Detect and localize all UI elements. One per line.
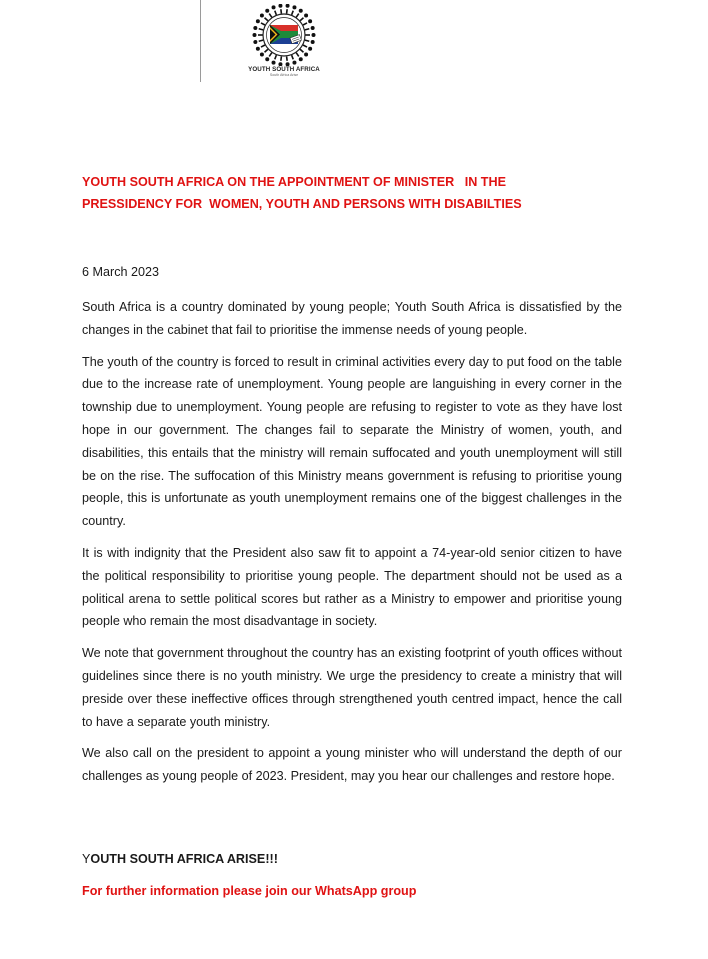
logo-figure-body — [287, 56, 288, 60]
paragraph: We note that government throughout the country has an existing footprint of youth offices without guidelines since there is no youth ministry. We urge the presidency to create a ministry that will preside over these ineffective offices through strengthened youth centred impact, hence the call to have a separate youth ministry. — [82, 646, 622, 729]
logo-figure-head — [260, 53, 264, 57]
logo-figure-body — [259, 40, 263, 41]
logo-figure-head — [265, 9, 269, 13]
logo-figure-body — [259, 29, 263, 30]
logo-figure-head — [253, 40, 257, 44]
logo-figure-head — [253, 33, 257, 37]
logo-figure-body — [292, 55, 294, 59]
logo-figure-head — [286, 4, 290, 8]
logo-figure-body — [296, 14, 299, 18]
logo-tagline: South Africa Arise — [269, 73, 299, 77]
logo-figure-head — [272, 5, 276, 9]
paragraph: We also call on the president to appoint a young minister who will understand the depth of our challenges as young people of 2023. President, may you hear our challenges and restore hope. — [82, 746, 622, 784]
logo-name: YOUTH SOUTH AFRICA — [248, 66, 320, 73]
logo-figure-head — [304, 53, 308, 57]
logo-figure-head — [312, 33, 316, 37]
logo-figure-head — [308, 47, 312, 51]
logo-figure-body — [269, 14, 272, 18]
logo-figure-body — [275, 55, 277, 59]
logo-emblem-icon — [222, 4, 346, 66]
logo-figure-head — [292, 5, 296, 9]
logo-figure-head — [304, 13, 308, 17]
logo-figure-head — [278, 4, 282, 8]
headline-line-1: YOUTH SOUTH AFRICA ON THE APPOINTMENT OF MINISTER IN THE — [82, 175, 506, 189]
logo-figure-body — [305, 40, 309, 41]
logo-figure-body — [261, 23, 265, 25]
closing-rest: OUTH SOUTH AFRICA ARISE!!! — [90, 852, 278, 866]
organisation-logo — [222, 4, 346, 80]
logo-figure-body — [287, 9, 288, 13]
release-date: 6 March 2023 — [82, 265, 160, 279]
paragraph: It is with indignity that the President also saw fit to appoint a 74-year-old senior citizen to have the political responsibility to prioritise young people. The department should not be used as a political arena to settle political scores but rather as a Ministry to empower and prioritise young people who remain the most disadvantage in society. — [82, 545, 622, 629]
logo-figure-head — [256, 47, 260, 51]
logo-figure-body — [296, 53, 299, 57]
logo-figure-body — [303, 23, 307, 25]
headline-line-2: PRESSIDENCY FOR WOMEN, YOUTH AND PERSONS WITH DISABILTIES — [82, 197, 522, 211]
logo-figure-head — [299, 57, 303, 61]
logo-figure-body — [265, 18, 268, 21]
paragraph: The youth of the country is forced to result in criminal activities every day to put food on the table due to the increase rate of unemployment. Young people are languishing in every corner in the township due to unemployment. Young people are refusing to register to vote as they have lost hope in our government. The changes fail to separate the Ministry of women, youth, and disabilities, this entails that the ministry will remain suffocated and youth unemployment will still be on the rise. The suffocation of this Ministry means government is refusing to prioritise young people, this is unfortunate as youth unemployment remains one of the biggest challenges in the country. — [82, 354, 622, 529]
whatsapp-invite: For further information please join our WhatsApp group — [82, 884, 417, 898]
press-release-headline — [82, 171, 642, 215]
logo-figure-body — [300, 49, 303, 52]
logo-figure-head — [260, 13, 264, 17]
logo-figure-body — [300, 18, 303, 21]
logo-figure-body — [303, 45, 307, 47]
closing-first-letter: Y — [82, 852, 91, 866]
paragraph: South Africa is a country dominated by young people; Youth South Africa is dissatisfied by the changes in the cabinet that fail to prioritise the immense needs of young people. — [82, 300, 622, 337]
logo-figure-head — [272, 61, 276, 65]
logo-figure-body — [305, 29, 309, 30]
logo-figure-head — [299, 9, 303, 13]
closing-slogan — [82, 852, 278, 866]
logo-figure-body — [275, 11, 277, 15]
logo-figure-head — [308, 19, 312, 23]
logo-figure-body — [281, 9, 282, 13]
logo-figure-head — [311, 26, 315, 30]
logo-figure-body — [265, 49, 268, 52]
logo-figure-body — [269, 53, 272, 57]
logo-figure-head — [265, 57, 269, 61]
logo-figure-head — [292, 61, 296, 65]
statement-body — [82, 296, 622, 797]
header-divider — [200, 0, 201, 82]
logo-figure-head — [256, 19, 260, 23]
logo-figure-body — [292, 11, 294, 15]
logo-figure-body — [261, 45, 265, 47]
logo-figure-body — [281, 56, 282, 60]
logo-figure-head — [311, 40, 315, 44]
logo-figure-head — [253, 26, 257, 30]
